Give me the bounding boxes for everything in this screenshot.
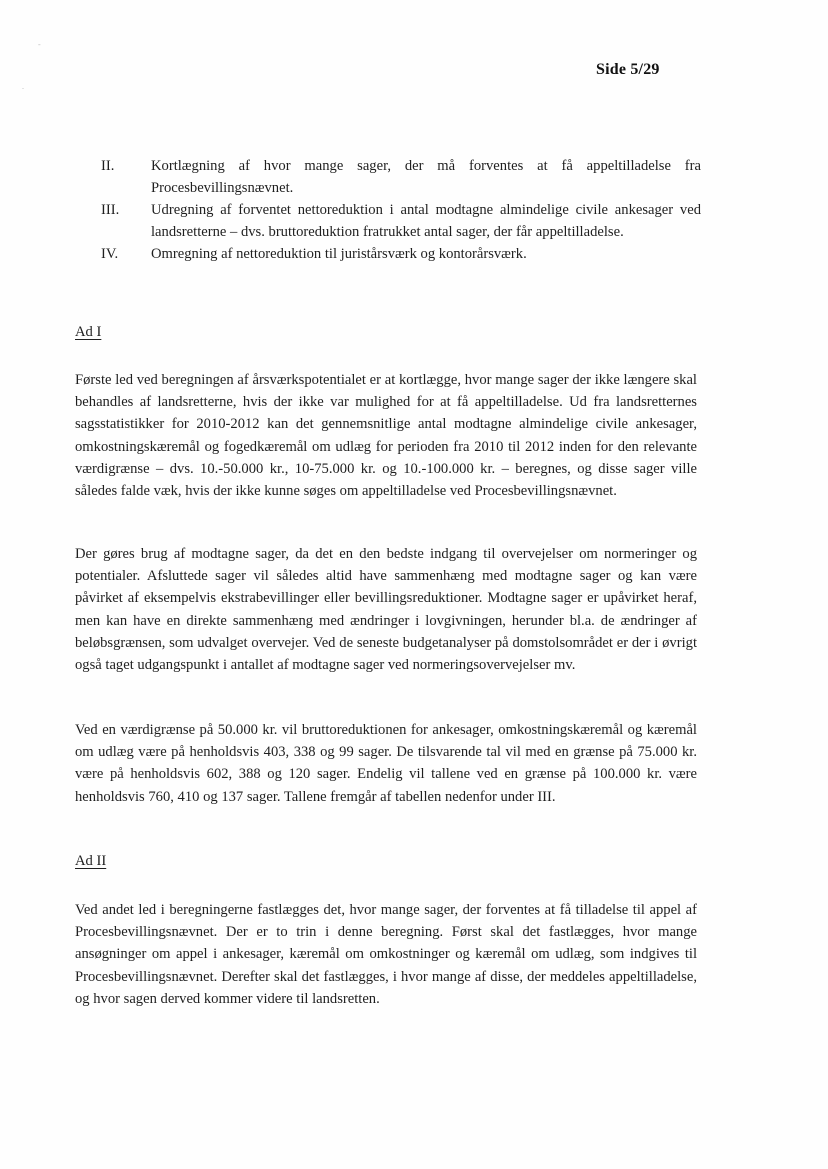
list-item-text: Omregning af nettoreduktion til juristårsværk og kontorårsværk. [151,246,527,262]
list-item [101,156,701,199]
scan-speck: - [38,40,41,49]
list-item [101,200,701,243]
numbered-list [101,156,701,267]
paragraph-ad2-1: Ved andet led i beregningerne fastlægges det, hvor mange sager, der forventes at få tilladelse til appel af Procesbevillingsnævnet. Der er to trin i denne beregning. Først skal det fastlægges, hvor mange ansøgninger om appel i ankesager, kæremål om omkostninger og kæremål om udlæg, som indgives til Procesbevillingsnævnet. Derefter skal det fastlægges, i hvor mange af disse, der meddeles appeltilladelse, og hvor sagen derved kommer videre til landsretten. [75,902,697,1007]
list-item-number: IV. [101,246,119,262]
list-item [101,244,701,266]
section-heading-ad-1: Ad I [75,324,102,340]
section-heading-ad-2: Ad II [75,853,107,869]
list-item-number: II. [101,158,115,174]
scan-speck: . [22,82,24,91]
list-item-text: Udregning af forventet nettoreduktion i antal modtagne almindelige civile ankesager ved landsretterne – dvs. bruttoreduktion fratrukket antal sager, der får appeltilladelse. [151,202,701,240]
paragraph-ad1-1: Første led ved beregningen af årsværkspotentialet er at kortlægge, hvor mange sager der ikke længere skal behandles af landsretterne, hvis der ikke var mulighed for at få appeltilladelse. Ud fra landsretternes sagsstatistikker for 2010-2012 kan det gennemsnitlige antal modtagne almindelige civile ankesager, omkostningskæremål og fogedkæremål om udlæg for perioden fra 2010 til 2012 inden for den relevante værdigrænse – dvs. 10.-50.000 kr., 10-75.000 kr. og 10.-100.000 kr. – beregnes, og disse sager ville således falde væk, hvis der ikke kunne søges om appeltilladelse ved Procesbevillingsnævnet. [75,372,697,500]
paragraph-ad1-2: Der gøres brug af modtagne sager, da det en den bedste indgang til overvejelser om normeringer og potentialer. Afsluttede sager vil således altid have sammenhæng med modtagne sager og kan være påvirket af eksempelvis ekstrabevillinger eller bevillingsreduktioner. Modtagne sager er upåvirket heraf, men kan have en direkte sammenhæng med ændringer i lovgivningen, herunder bl.a. de ændringer af beløbsgrænsen, som udvalget overvejer. Ved de seneste budgetanalyser på domstolsområdet er der i øvrigt også taget udgangspunkt i antallet af modtagne sager ved normeringsovervejelser mv. [75,546,697,674]
paragraph-ad1-3: Ved en værdigrænse på 50.000 kr. vil bruttoreduktionen for ankesager, omkostningskæremål og kæremål om udlæg være på henholdsvis 403, 338 og 99 sager. De tilsvarende tal vil med en grænse på 75.000 kr. være på henholdsvis 602, 388 og 120 sager. Endelig vil tallene ved en grænse på 100.000 kr. være henholdsvis 760, 410 og 137 sager. Tallene fremgår af tabellen nedenfor under III. [75,722,697,805]
list-item-text: Kortlægning af hvor mange sager, der må forventes at få appeltilladelse fra Procesbevillingsnævnet. [151,158,701,196]
list-item-number: III. [101,202,120,218]
page-number: Side 5/29 [596,61,660,78]
